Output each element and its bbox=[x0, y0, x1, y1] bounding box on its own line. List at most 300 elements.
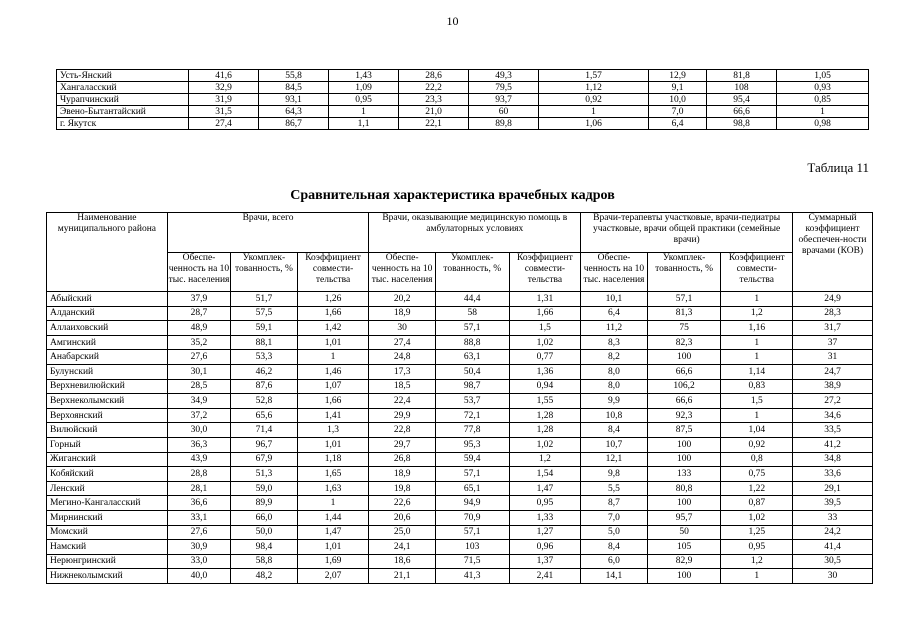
table-cell: 89,8 bbox=[469, 118, 539, 130]
table-cell: 71,4 bbox=[231, 423, 298, 438]
table-cell: 28,7 bbox=[167, 306, 230, 321]
table-cell: 41,4 bbox=[793, 540, 873, 555]
table-cell: 53,3 bbox=[231, 350, 298, 365]
table-cell: 1 bbox=[721, 350, 793, 365]
continuation-row bbox=[57, 94, 869, 106]
table-row bbox=[47, 321, 873, 336]
table-cell: 33,6 bbox=[793, 467, 873, 482]
table-cell: 8,2 bbox=[581, 350, 648, 365]
table-row bbox=[47, 350, 873, 365]
table-cell: 43,9 bbox=[167, 452, 230, 467]
table-cell: 18,9 bbox=[369, 467, 436, 482]
table-cell: 80,8 bbox=[647, 481, 721, 496]
table-cell: 71,5 bbox=[435, 554, 509, 569]
district-name: Вилюйский bbox=[47, 423, 168, 438]
district-name: Алданский bbox=[47, 306, 168, 321]
table-cell: 103 bbox=[435, 540, 509, 555]
table-cell: 1,63 bbox=[297, 481, 369, 496]
table-cell: 29,7 bbox=[369, 437, 436, 452]
table-cell: 50,4 bbox=[435, 364, 509, 379]
table-cell: 53,7 bbox=[435, 394, 509, 409]
district-name: Абыйский bbox=[47, 292, 168, 307]
table-row bbox=[47, 335, 873, 350]
table-cell: 1 bbox=[297, 496, 369, 511]
table-cell: 30,0 bbox=[167, 423, 230, 438]
table-cell: 51,7 bbox=[231, 292, 298, 307]
table-cell: 5,5 bbox=[581, 481, 648, 496]
table-cell: 84,5 bbox=[259, 82, 329, 94]
table-cell: 9,9 bbox=[581, 394, 648, 409]
table-cell: 32,9 bbox=[189, 82, 259, 94]
table-cell: 29,1 bbox=[793, 481, 873, 496]
table-cell: 89,9 bbox=[231, 496, 298, 511]
district-name: Жиганский bbox=[47, 452, 168, 467]
table-cell: 98,8 bbox=[707, 118, 777, 130]
table-cell: 66,6 bbox=[707, 106, 777, 118]
district-name: Чурапчинский bbox=[57, 94, 189, 106]
table-row bbox=[47, 496, 873, 511]
table-cell: 57,1 bbox=[435, 525, 509, 540]
table-cell: 1,42 bbox=[297, 321, 369, 336]
table-cell: 1 bbox=[721, 292, 793, 307]
subheader-sub2: Укомплек-тованность, % bbox=[231, 252, 298, 292]
table-cell: 0,75 bbox=[721, 467, 793, 482]
table-cell: 24,9 bbox=[793, 292, 873, 307]
table-cell: 34,8 bbox=[793, 452, 873, 467]
table-cell: 33,1 bbox=[167, 510, 230, 525]
table-row bbox=[47, 379, 873, 394]
table-cell: 98,4 bbox=[231, 540, 298, 555]
table-cell: 1,01 bbox=[297, 437, 369, 452]
table-cell: 19,8 bbox=[369, 481, 436, 496]
table-cell: 0,8 bbox=[721, 452, 793, 467]
table-cell: 1,01 bbox=[297, 540, 369, 555]
table-cell: 6,4 bbox=[649, 118, 707, 130]
table-cell: 1,06 bbox=[539, 118, 649, 130]
table-cell: 38,9 bbox=[793, 379, 873, 394]
table-cell: 8,3 bbox=[581, 335, 648, 350]
table-cell: 1,5 bbox=[509, 321, 581, 336]
table-cell: 5,0 bbox=[581, 525, 648, 540]
table-cell: 0,85 bbox=[777, 94, 869, 106]
table-cell: 100 bbox=[647, 350, 721, 365]
table-cell: 31 bbox=[793, 350, 873, 365]
table-cell: 82,9 bbox=[647, 554, 721, 569]
table-cell: 36,3 bbox=[167, 437, 230, 452]
table-cell: 33,0 bbox=[167, 554, 230, 569]
table-cell: 72,1 bbox=[435, 408, 509, 423]
table-cell: 1,07 bbox=[297, 379, 369, 394]
table-cell: 31,9 bbox=[189, 94, 259, 106]
table-cell: 100 bbox=[647, 569, 721, 584]
continuation-row bbox=[57, 70, 869, 82]
continuation-row bbox=[57, 82, 869, 94]
table-cell: 1,44 bbox=[297, 510, 369, 525]
table-cell: 81,3 bbox=[647, 306, 721, 321]
table-cell: 1,36 bbox=[509, 364, 581, 379]
table-cell: 95,4 bbox=[707, 94, 777, 106]
district-name: Мегино-Кангаласский bbox=[47, 496, 168, 511]
table-cell: 60 bbox=[469, 106, 539, 118]
table-row bbox=[47, 525, 873, 540]
table-cell: 1,22 bbox=[721, 481, 793, 496]
table-cell: 1,66 bbox=[297, 394, 369, 409]
table-cell: 24,8 bbox=[369, 350, 436, 365]
table-cell: 28,6 bbox=[399, 70, 469, 82]
table-cell: 41,2 bbox=[793, 437, 873, 452]
table-cell: 37 bbox=[793, 335, 873, 350]
district-name: Амгинский bbox=[47, 335, 168, 350]
table-cell: 98,7 bbox=[435, 379, 509, 394]
table-cell: 1,02 bbox=[509, 437, 581, 452]
table-cell: 1 bbox=[721, 408, 793, 423]
table-cell: 1,33 bbox=[509, 510, 581, 525]
table-cell: 21,1 bbox=[369, 569, 436, 584]
table-cell: 1,12 bbox=[539, 82, 649, 94]
table-cell: 1 bbox=[329, 106, 399, 118]
table-cell: 93,1 bbox=[259, 94, 329, 106]
subheader-sub3: Коэффициент совмести-тельства bbox=[297, 252, 369, 292]
table-cell: 77,8 bbox=[435, 423, 509, 438]
subheader-sub3: Коэффициент совмести-тельства bbox=[721, 252, 793, 292]
district-name: Верхоянский bbox=[47, 408, 168, 423]
table-cell: 28,1 bbox=[167, 481, 230, 496]
table-cell: 1,01 bbox=[297, 335, 369, 350]
table-row bbox=[47, 452, 873, 467]
table-cell: 1 bbox=[297, 350, 369, 365]
table-cell: 22,2 bbox=[399, 82, 469, 94]
table-cell: 100 bbox=[647, 437, 721, 452]
table-cell: 1,14 bbox=[721, 364, 793, 379]
table-row bbox=[47, 437, 873, 452]
table-cell: 1,02 bbox=[509, 335, 581, 350]
table-cell: 31,5 bbox=[189, 106, 259, 118]
table-cell: 37,2 bbox=[167, 408, 230, 423]
table-cell: 108 bbox=[707, 82, 777, 94]
district-name: Хангаласский bbox=[57, 82, 189, 94]
table-cell: 28,8 bbox=[167, 467, 230, 482]
table-cell: 93,7 bbox=[469, 94, 539, 106]
table-cell: 1,69 bbox=[297, 554, 369, 569]
table-cell: 92,3 bbox=[647, 408, 721, 423]
table-cell: 57,1 bbox=[647, 292, 721, 307]
table-cell: 57,1 bbox=[435, 321, 509, 336]
table-cell: 1,1 bbox=[329, 118, 399, 130]
table-cell: 33,5 bbox=[793, 423, 873, 438]
table-cell: 41,3 bbox=[435, 569, 509, 584]
table-cell: 86,7 bbox=[259, 118, 329, 130]
table-cell: 12,9 bbox=[649, 70, 707, 82]
table-cell: 1 bbox=[539, 106, 649, 118]
table-cell: 87,6 bbox=[231, 379, 298, 394]
table-cell: 0,87 bbox=[721, 496, 793, 511]
table-cell: 0,92 bbox=[721, 437, 793, 452]
table-cell: 1 bbox=[777, 106, 869, 118]
table-cell: 58 bbox=[435, 306, 509, 321]
table-cell: 10,1 bbox=[581, 292, 648, 307]
district-name: Верхневилюйский bbox=[47, 379, 168, 394]
table-cell: 1,26 bbox=[297, 292, 369, 307]
table-cell: 65,6 bbox=[231, 408, 298, 423]
table-cell: 40,0 bbox=[167, 569, 230, 584]
table-cell: 64,3 bbox=[259, 106, 329, 118]
table-cell: 9,1 bbox=[649, 82, 707, 94]
subheader-sub1: Обеспе-ченность на 10 тыс. населения bbox=[369, 252, 436, 292]
table-cell: 0,96 bbox=[509, 540, 581, 555]
table-cell: 0,95 bbox=[721, 540, 793, 555]
table-cell: 50,0 bbox=[231, 525, 298, 540]
table-cell: 35,2 bbox=[167, 335, 230, 350]
table-cell: 100 bbox=[647, 496, 721, 511]
table-row bbox=[47, 569, 873, 584]
table-cell: 27,4 bbox=[369, 335, 436, 350]
table-cell: 30,5 bbox=[793, 554, 873, 569]
table-cell: 34,6 bbox=[793, 408, 873, 423]
table-cell: 95,7 bbox=[647, 510, 721, 525]
table-cell: 1,66 bbox=[509, 306, 581, 321]
page-number: 10 bbox=[446, 14, 459, 28]
table-cell: 8,4 bbox=[581, 423, 648, 438]
table-cell: 8,0 bbox=[581, 364, 648, 379]
table-cell: 24,1 bbox=[369, 540, 436, 555]
table-cell: 22,8 bbox=[369, 423, 436, 438]
table-cell: 1,18 bbox=[297, 452, 369, 467]
table-row bbox=[47, 408, 873, 423]
district-name: Эвено-Бытантайский bbox=[57, 106, 189, 118]
table-cell: 36,6 bbox=[167, 496, 230, 511]
table-cell: 30,9 bbox=[167, 540, 230, 555]
table-cell: 1,65 bbox=[297, 467, 369, 482]
subheader-sub1: Обеспе-ченность на 10 тыс. населения bbox=[167, 252, 230, 292]
header-group-district-doctors: Врачи-терапевты участковые, врачи-педиатры участковые, врачи общей практики (семейные врачи) bbox=[581, 213, 793, 253]
table-cell: 1,05 bbox=[777, 70, 869, 82]
table-cell: 1,5 bbox=[721, 394, 793, 409]
table-row bbox=[47, 292, 873, 307]
table-cell: 18,5 bbox=[369, 379, 436, 394]
table-cell: 1,02 bbox=[721, 510, 793, 525]
table-cell: 7,0 bbox=[581, 510, 648, 525]
table-row bbox=[47, 467, 873, 482]
district-name: Нижнеколымский bbox=[47, 569, 168, 584]
table-cell: 1,27 bbox=[509, 525, 581, 540]
table-cell: 94,9 bbox=[435, 496, 509, 511]
table-cell: 75 bbox=[647, 321, 721, 336]
table-cell: 105 bbox=[647, 540, 721, 555]
table-cell: 81,8 bbox=[707, 70, 777, 82]
table-cell: 1,28 bbox=[509, 423, 581, 438]
table-cell: 55,8 bbox=[259, 70, 329, 82]
table-cell: 66,0 bbox=[231, 510, 298, 525]
table-cell: 39,5 bbox=[793, 496, 873, 511]
table-cell: 88,1 bbox=[231, 335, 298, 350]
table-cell: 1,2 bbox=[509, 452, 581, 467]
table-cell: 95,3 bbox=[435, 437, 509, 452]
table-cell: 24,2 bbox=[793, 525, 873, 540]
table-row bbox=[47, 554, 873, 569]
district-name: г. Якутск bbox=[57, 118, 189, 130]
table-cell: 17,3 bbox=[369, 364, 436, 379]
table-cell: 18,9 bbox=[369, 306, 436, 321]
table-cell: 1,54 bbox=[509, 467, 581, 482]
district-name: Мирнинский bbox=[47, 510, 168, 525]
table-cell: 70,9 bbox=[435, 510, 509, 525]
table-cell: 8,7 bbox=[581, 496, 648, 511]
table-cell: 10,7 bbox=[581, 437, 648, 452]
header-row-2 bbox=[47, 252, 873, 292]
table-cell: 22,1 bbox=[399, 118, 469, 130]
table-row bbox=[47, 364, 873, 379]
table-cell: 1,43 bbox=[329, 70, 399, 82]
table-cell: 12,1 bbox=[581, 452, 648, 467]
table-cell: 6,4 bbox=[581, 306, 648, 321]
table-cell: 63,1 bbox=[435, 350, 509, 365]
table-cell: 34,9 bbox=[167, 394, 230, 409]
table-cell: 33 bbox=[793, 510, 873, 525]
table-cell: 1,2 bbox=[721, 306, 793, 321]
table-cell: 65,1 bbox=[435, 481, 509, 496]
table-cell: 22,4 bbox=[369, 394, 436, 409]
table-cell: 66,6 bbox=[647, 364, 721, 379]
table-cell: 59,1 bbox=[231, 321, 298, 336]
table-cell: 11,2 bbox=[581, 321, 648, 336]
table-cell: 25,0 bbox=[369, 525, 436, 540]
header-row-1 bbox=[47, 213, 873, 253]
table-cell: 28,3 bbox=[793, 306, 873, 321]
table-cell: 10,8 bbox=[581, 408, 648, 423]
table-cell: 0,98 bbox=[777, 118, 869, 130]
district-name: Верхнеколымский bbox=[47, 394, 168, 409]
table-cell: 1,37 bbox=[509, 554, 581, 569]
table-title: Сравнительная характеристика врачебных кадров bbox=[290, 188, 615, 203]
table-cell: 18,6 bbox=[369, 554, 436, 569]
table-cell: 0,92 bbox=[539, 94, 649, 106]
table-cell: 1,41 bbox=[297, 408, 369, 423]
subheader-sub2: Укомплек-тованность, % bbox=[435, 252, 509, 292]
table-label: Таблица 11 bbox=[807, 160, 869, 175]
table-cell: 20,2 bbox=[369, 292, 436, 307]
table-cell: 6,0 bbox=[581, 554, 648, 569]
table-cell: 48,9 bbox=[167, 321, 230, 336]
district-name: Булунский bbox=[47, 364, 168, 379]
table-cell: 10,0 bbox=[649, 94, 707, 106]
table-cell: 2,07 bbox=[297, 569, 369, 584]
table-cell: 2,41 bbox=[509, 569, 581, 584]
table-cell: 27,4 bbox=[189, 118, 259, 130]
table-cell: 49,3 bbox=[469, 70, 539, 82]
table-row bbox=[47, 423, 873, 438]
table-cell: 8,0 bbox=[581, 379, 648, 394]
table-cell: 66,6 bbox=[647, 394, 721, 409]
table-cell: 29,9 bbox=[369, 408, 436, 423]
table-cell: 51,3 bbox=[231, 467, 298, 482]
table-cell: 58,8 bbox=[231, 554, 298, 569]
table-cell: 21,0 bbox=[399, 106, 469, 118]
table-cell: 100 bbox=[647, 452, 721, 467]
table-cell: 1,2 bbox=[721, 554, 793, 569]
district-name: Анабарский bbox=[47, 350, 168, 365]
table-cell: 57,1 bbox=[435, 467, 509, 482]
table-cell: 0,95 bbox=[509, 496, 581, 511]
table-cell: 0,94 bbox=[509, 379, 581, 394]
table-cell: 106,2 bbox=[647, 379, 721, 394]
continuation-row bbox=[57, 106, 869, 118]
header-group-doctors-total: Врачи, всего bbox=[167, 213, 369, 253]
table-row bbox=[47, 540, 873, 555]
district-name: Горный bbox=[47, 437, 168, 452]
table-cell: 0,77 bbox=[509, 350, 581, 365]
table-cell: 37,9 bbox=[167, 292, 230, 307]
table-cell: 133 bbox=[647, 467, 721, 482]
continuation-row bbox=[57, 118, 869, 130]
table-cell: 30 bbox=[793, 569, 873, 584]
district-name: Аллаиховский bbox=[47, 321, 168, 336]
table-cell: 14,1 bbox=[581, 569, 648, 584]
table-row bbox=[47, 394, 873, 409]
table-cell: 27,2 bbox=[793, 394, 873, 409]
table-cell: 8,4 bbox=[581, 540, 648, 555]
table-cell: 30,1 bbox=[167, 364, 230, 379]
table-cell: 44,4 bbox=[435, 292, 509, 307]
doctors-table bbox=[46, 212, 873, 584]
table-cell: 1,47 bbox=[297, 525, 369, 540]
table-cell: 1,47 bbox=[509, 481, 581, 496]
table-cell: 22,6 bbox=[369, 496, 436, 511]
table-row bbox=[47, 306, 873, 321]
table-cell: 41,6 bbox=[189, 70, 259, 82]
table-cell: 0,83 bbox=[721, 379, 793, 394]
table-cell: 1,3 bbox=[297, 423, 369, 438]
header-group-outpatient: Врачи, оказывающие медицинскую помощь в амбулаторных условиях bbox=[369, 213, 581, 253]
table-cell: 27,6 bbox=[167, 350, 230, 365]
table-cell: 1,25 bbox=[721, 525, 793, 540]
continuation-table bbox=[56, 69, 869, 130]
table-cell: 1,31 bbox=[509, 292, 581, 307]
district-name: Нерюнгринский bbox=[47, 554, 168, 569]
table-cell: 59,0 bbox=[231, 481, 298, 496]
table-cell: 1,16 bbox=[721, 321, 793, 336]
subheader-sub3: Коэффициент совмести-тельства bbox=[509, 252, 581, 292]
district-name: Кобяйский bbox=[47, 467, 168, 482]
table-cell: 57,5 bbox=[231, 306, 298, 321]
table-cell: 1,04 bbox=[721, 423, 793, 438]
table-cell: 87,5 bbox=[647, 423, 721, 438]
table-cell: 50 bbox=[647, 525, 721, 540]
table-cell: 1 bbox=[721, 569, 793, 584]
district-name: Намский bbox=[47, 540, 168, 555]
table-cell: 67,9 bbox=[231, 452, 298, 467]
table-cell: 20,6 bbox=[369, 510, 436, 525]
table-row bbox=[47, 510, 873, 525]
district-name: Ленский bbox=[47, 481, 168, 496]
header-name: Наименование муниципального района bbox=[47, 213, 168, 292]
subheader-sub2: Укомплек-тованность, % bbox=[647, 252, 721, 292]
table-cell: 28,5 bbox=[167, 379, 230, 394]
table-cell: 59,4 bbox=[435, 452, 509, 467]
table-cell: 48,2 bbox=[231, 569, 298, 584]
table-cell: 1,28 bbox=[509, 408, 581, 423]
table-cell: 1,55 bbox=[509, 394, 581, 409]
table-cell: 79,5 bbox=[469, 82, 539, 94]
table-cell: 7,0 bbox=[649, 106, 707, 118]
table-cell: 1,09 bbox=[329, 82, 399, 94]
table-cell: 96,7 bbox=[231, 437, 298, 452]
table-cell: 1 bbox=[721, 335, 793, 350]
table-cell: 46,2 bbox=[231, 364, 298, 379]
table-cell: 0,93 bbox=[777, 82, 869, 94]
table-cell: 52,8 bbox=[231, 394, 298, 409]
table-cell: 88,8 bbox=[435, 335, 509, 350]
table-cell: 24,7 bbox=[793, 364, 873, 379]
